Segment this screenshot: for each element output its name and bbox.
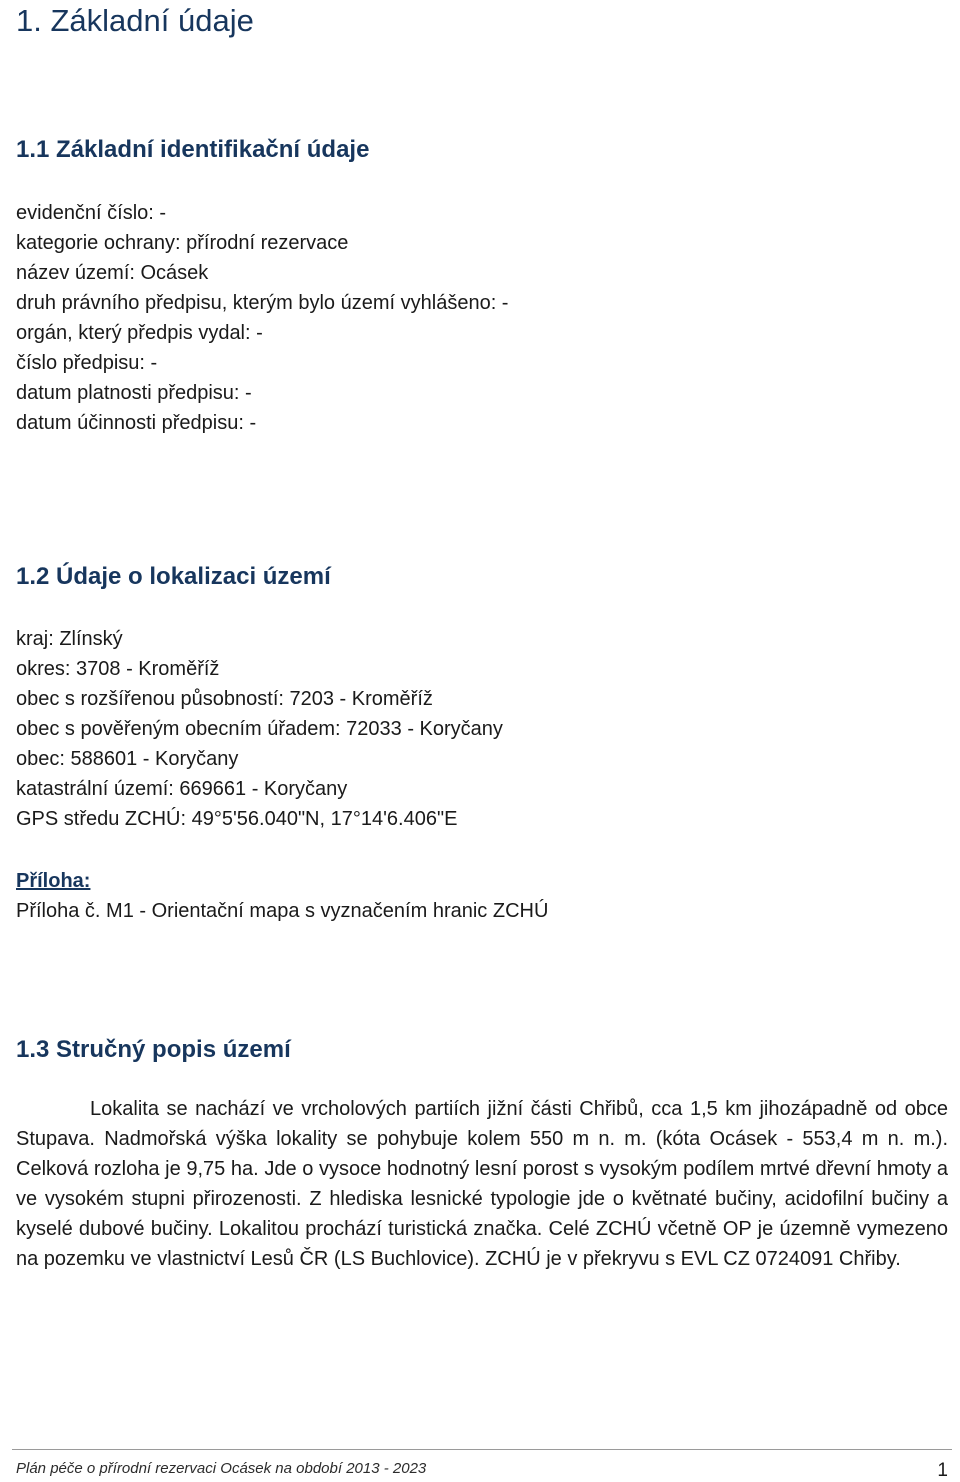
localization-line: okres: 3708 - Kroměříž (16, 658, 220, 680)
identification-line: číslo předpisu: - (16, 352, 158, 374)
description-paragraph: Lokalita se nachází ve vrcholových partiích jižní části Chřibů, cca 1,5 km jihozápadně od obce Stupava. Nadmořská výška lokality se pohybuje kolem 550 m n. m. (kóta Ocásek - 553,4 m n. m.). Celková rozloha je 9,75 ha. Jde o vysoce hodnotný lesní porost s vysokým podílem mrtvé dřevní hmoty a ve vysokém stupni přirozenosti. Z hlediska lesnické typologie jde o květnaté bučiny, acidofilní bučiny a kyselé dubové bučiny. Lokalitou prochází turistická značka. Celé ZCHÚ včetně OP je územně vymezeno na pozemku ve vlastnictví Lesů ČR (LS Buchlovice). ZCHÚ je v překryvu s EVL CZ 0724091 Chřiby. (16, 1098, 948, 1270)
identification-line: kategorie ochrany: přírodní rezervace (16, 232, 349, 254)
page-number: 1 (937, 1460, 948, 1481)
identification-line: datum platnosti předpisu: - (16, 382, 252, 404)
attachment-item: Příloha č. M1 - Orientační mapa s vyznačením hranic ZCHÚ (16, 900, 549, 922)
localization-line: katastrální území: 669661 - Koryčany (16, 778, 348, 800)
section-heading-identification: 1.1 Základní identifikační údaje (16, 136, 370, 163)
document-title: 1. Základní údaje (16, 3, 254, 38)
localization-line: GPS středu ZCHÚ: 49°5'56.040"N, 17°14'6.406"E (16, 808, 458, 830)
identification-list (16, 198, 508, 438)
localization-line: kraj: Zlínský (16, 628, 123, 650)
identification-line: datum účinnosti předpisu: - (16, 412, 257, 434)
identification-line: orgán, který předpis vydal: - (16, 322, 263, 344)
localization-line: obec s pověřeným obecním úřadem: 72033 - Koryčany (16, 718, 503, 740)
identification-line: druh právního předpisu, kterým bylo území vyhlášeno: - (16, 292, 509, 314)
localization-list (16, 624, 503, 834)
footer-text: Plán péče o přírodní rezervaci Ocásek na období 2013 - 2023 (16, 1460, 427, 1477)
localization-line: obec: 588601 - Koryčany (16, 748, 239, 770)
localization-line: obec s rozšířenou působností: 7203 - Kroměříž (16, 688, 433, 710)
section-heading-description: 1.3 Stručný popis území (16, 1036, 291, 1063)
attachment-heading: Příloha: (16, 870, 91, 892)
identification-line: název území: Ocásek (16, 262, 209, 284)
identification-line: evidenční číslo: - (16, 202, 167, 224)
section-heading-localization: 1.2 Údaje o lokalizaci území (16, 563, 331, 590)
footer-divider (12, 1449, 952, 1450)
